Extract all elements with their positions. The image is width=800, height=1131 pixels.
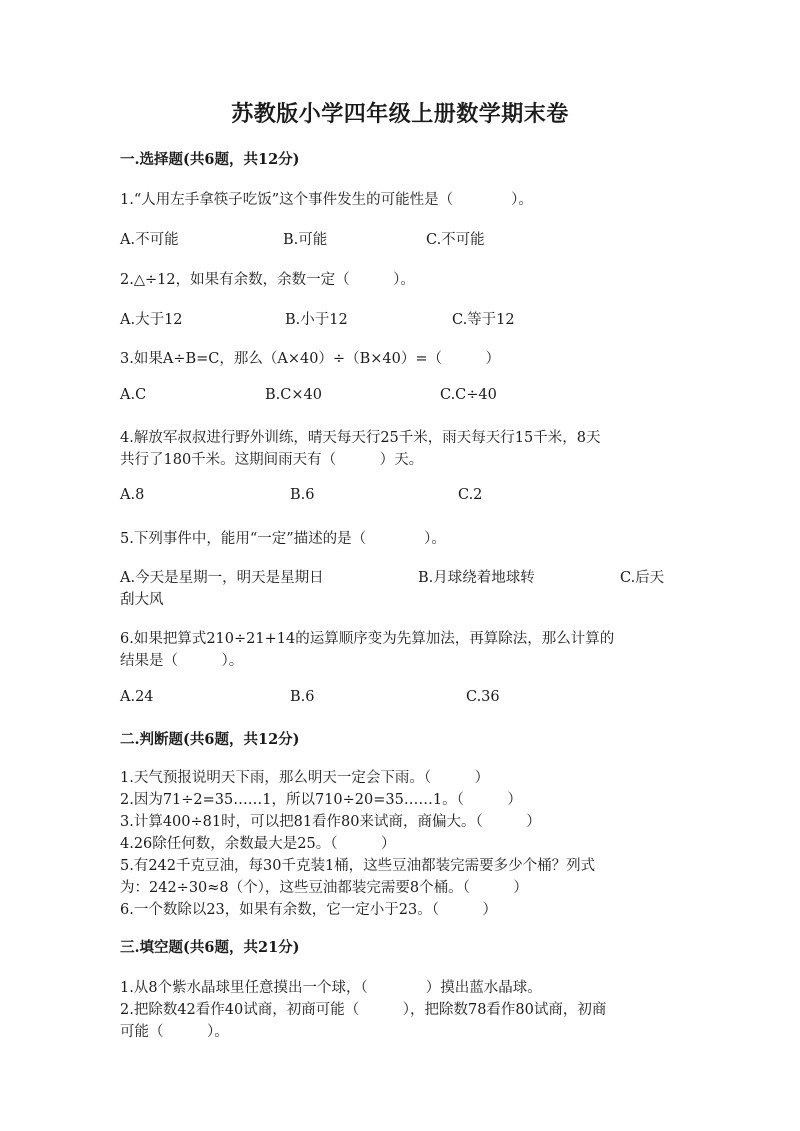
question-2-option-a: A.大于12 [120,312,183,328]
question-6-option-b: B.6 [290,689,315,705]
question-6-stem-line-1: 6.如果把算式210÷21+14的运算顺序变为先算加法，再算除法，那么计算的 [120,631,615,647]
question-5-option-c-wrap: 刮大风 [120,592,164,608]
judgement-line-1: 1.天气预报说明天下雨，那么明天一定会下雨。（ ） [120,770,490,786]
question-3-stem: 3.如果A÷B=C，那么（A×40）÷（B×40）=（ ） [120,351,500,367]
question-6-option-c: C.36 [466,689,500,705]
question-4-option-b: B.6 [290,487,315,503]
question-1-option-c: C.不可能 [426,232,485,248]
question-4-option-c: C.2 [458,487,483,503]
section-heading-judgement: 二.判断题(共6题，共12分) [120,731,300,748]
question-2-stem: 2.△÷12，如果有余数，余数一定（ ）。 [120,272,415,288]
question-4-option-a: A.8 [120,487,145,503]
fill-blank-line-1: 1.从8个紫水晶球里任意摸出一个球，（ ）摸出蓝水晶球。 [120,980,542,996]
question-1-option-b: B.可能 [283,232,328,248]
judgement-line-7: 6.一个数除以23，如果有余数，它一定小于23。（ ） [120,902,497,918]
question-5-option-c: C.后天 [620,570,665,586]
section-heading-fill-blank: 三.填空题(共6题，共21分) [120,939,300,956]
question-1-stem: 1.“人用左手拿筷子吃饭”这个事件发生的可能性是（ ）。 [120,192,533,208]
question-6-stem-line-2: 结果是（ ）。 [120,653,244,669]
fill-blank-line-2: 2.把除数42看作40试商，初商可能（ ），把除数78看作80试商，初商 [120,1002,607,1018]
question-5-option-a: A.今天是星期一，明天是星期日 [120,570,324,586]
section-heading-choice: 一.选择题(共6题，共12分) [120,151,300,168]
question-4-stem-line-2: 共行了180千米。这期间雨天有（ ）天。 [120,452,424,468]
question-5-stem: 5.下列事件中，能用“一定”描述的是（ ）。 [120,531,446,547]
question-2-option-c: C.等于12 [452,312,515,328]
fill-blank-line-3: 可能（ ）。 [120,1024,229,1040]
question-2-option-b: B.小于12 [285,312,348,328]
question-4-stem-line-1: 4.解放军叔叔进行野外训练，晴天每天行25千米，雨天每天行15千米，8天 [120,430,601,446]
question-1-option-a: A.不可能 [120,232,179,248]
page-title: 苏教版小学四年级上册数学期末卷 [231,101,569,127]
question-5-option-b: B.月球绕着地球转 [418,570,535,586]
judgement-line-5: 5.有242千克豆油，每30千克装1桶，这些豆油都装完需要多少个桶？列式 [120,858,596,874]
judgement-line-3: 3.计算400÷81时，可以把81看作80来试商，商偏大。（ ） [120,814,541,830]
question-6-option-a: A.24 [120,689,154,705]
judgement-line-4: 4.26除任何数，余数最大是25。（ ） [120,836,396,852]
question-3-option-c: C.C÷40 [440,387,497,403]
judgement-line-2: 2.因为71÷2=35……1，所以710÷20=35……1。（ ） [120,792,522,808]
judgement-line-6: 为：242÷30≈8（个），这些豆油都装完需要8个桶。（ ） [120,880,528,896]
question-3-option-a: A.C [120,387,147,403]
question-3-option-b: B.C×40 [265,387,322,403]
